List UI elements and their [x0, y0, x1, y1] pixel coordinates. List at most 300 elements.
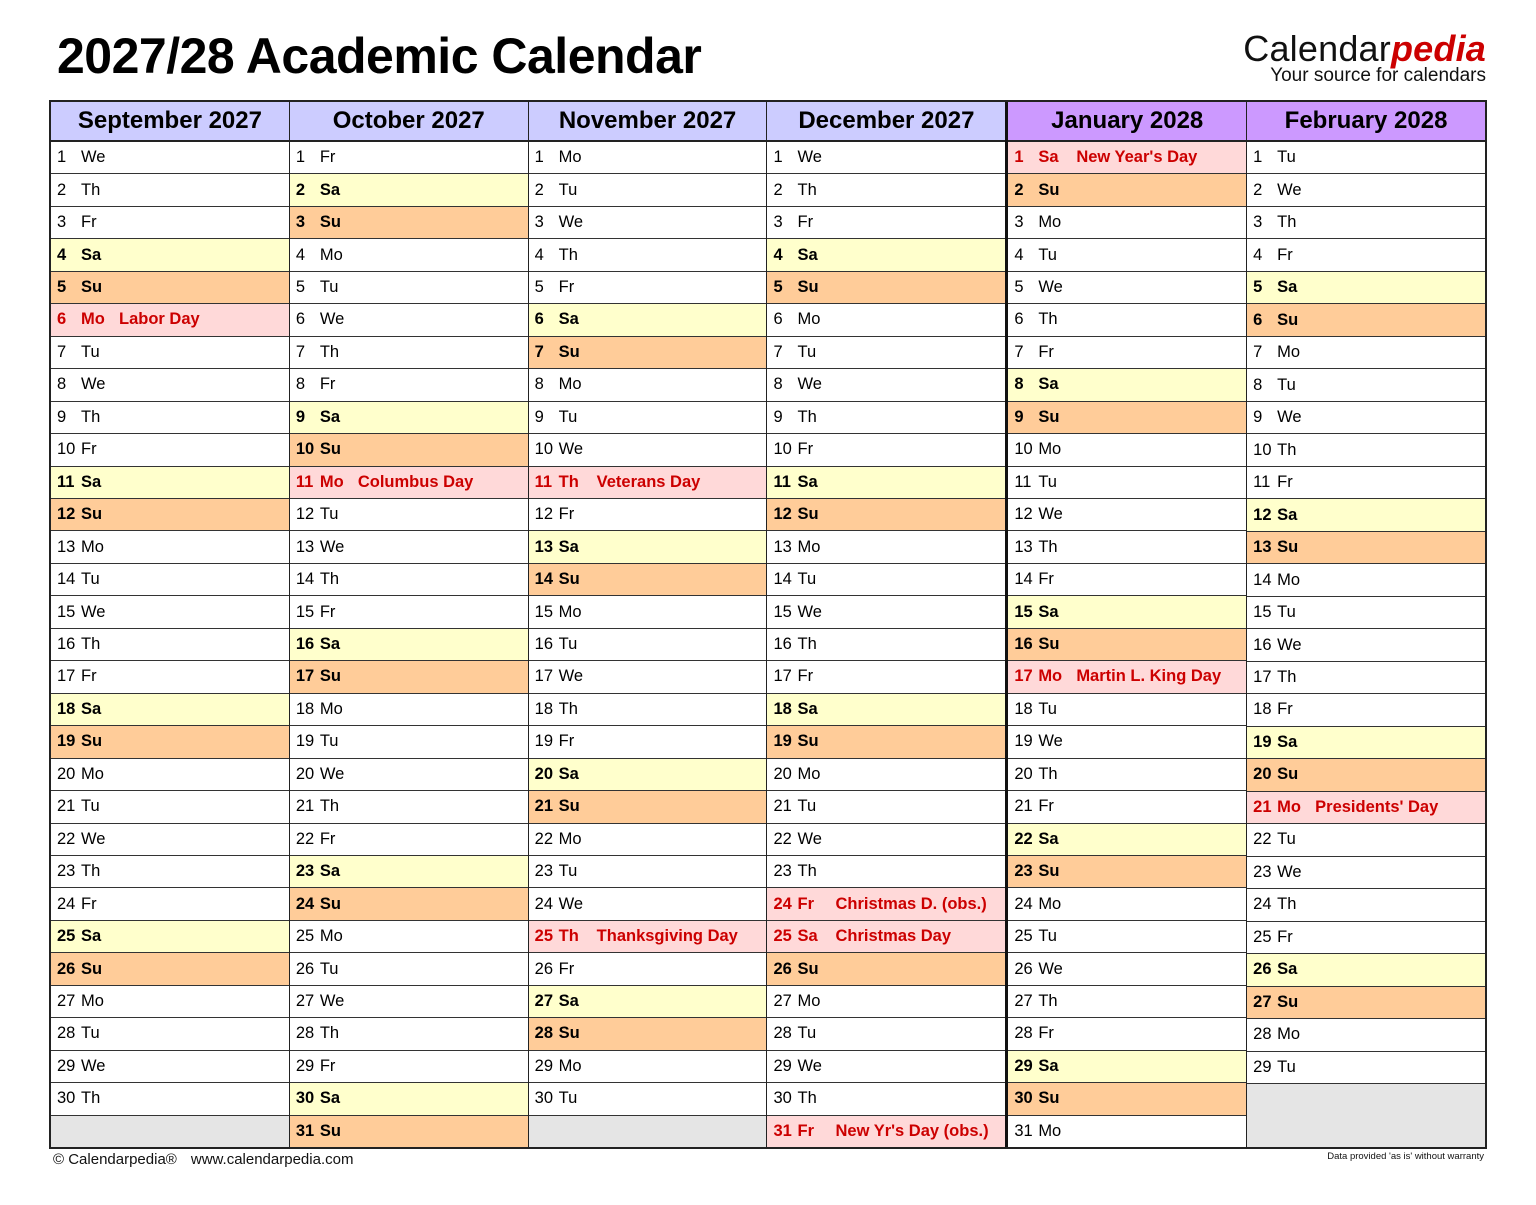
- saturday-cell[interactable]: [290, 629, 528, 661]
- day-of-week: Sa: [797, 927, 818, 946]
- day-number: 14: [1014, 570, 1033, 589]
- day-cell[interactable]: [529, 726, 767, 758]
- day-cell[interactable]: [767, 596, 1005, 628]
- day-of-week: Fr: [1277, 927, 1293, 946]
- day-number: 16: [1253, 635, 1272, 654]
- day-number: 24: [1253, 895, 1272, 914]
- day-number: 26: [295, 959, 315, 978]
- day-cell[interactable]: [51, 629, 289, 661]
- day-cell[interactable]: [529, 207, 767, 239]
- day-cell[interactable]: [767, 564, 1005, 596]
- day-of-week: Su: [319, 440, 341, 459]
- day-cell[interactable]: [51, 824, 289, 856]
- day-number: 22: [773, 829, 792, 848]
- day-cell[interactable]: [1008, 434, 1246, 466]
- sunday-cell[interactable]: [1008, 629, 1246, 661]
- day-of-week: Su: [797, 959, 819, 978]
- day-cell[interactable]: [51, 596, 289, 628]
- day-cell[interactable]: [51, 1018, 289, 1050]
- day-cell[interactable]: [1247, 207, 1485, 239]
- day-cell[interactable]: [1008, 272, 1246, 304]
- day-cell[interactable]: [51, 791, 289, 823]
- day-of-week: Mo: [1277, 570, 1301, 589]
- day-cell[interactable]: [290, 1018, 528, 1050]
- day-number: 15: [534, 602, 554, 621]
- day-number: 8: [534, 375, 544, 394]
- day-of-week: Th: [81, 180, 101, 199]
- holiday-day-cell[interactable]: [51, 304, 289, 336]
- day-cell[interactable]: [1247, 889, 1485, 921]
- day-number: 5: [295, 278, 306, 297]
- day-number: 7: [1014, 342, 1024, 361]
- day-of-week: Tu: [81, 570, 100, 589]
- day-of-week: We: [797, 375, 822, 394]
- day-cell[interactable]: [1247, 824, 1485, 856]
- day-number: 28: [1253, 1025, 1272, 1044]
- day-cell[interactable]: [1008, 467, 1246, 499]
- day-cell[interactable]: [529, 1051, 767, 1083]
- saturday-cell[interactable]: [290, 402, 528, 434]
- day-cell[interactable]: [1247, 239, 1485, 271]
- day-of-week: Th: [81, 1089, 101, 1108]
- day-cell[interactable]: [1008, 1018, 1246, 1050]
- saturday-cell[interactable]: [1008, 824, 1246, 856]
- day-number: 21: [773, 797, 792, 816]
- day-number: 4: [534, 245, 544, 264]
- day-number: 16: [534, 635, 554, 654]
- day-cell[interactable]: [529, 174, 767, 206]
- day-number: 12: [534, 505, 554, 524]
- day-number: 22: [57, 829, 76, 848]
- day-cell[interactable]: [1247, 402, 1485, 434]
- day-cell[interactable]: [529, 142, 767, 174]
- day-cell[interactable]: [767, 369, 1005, 401]
- day-number: 21: [295, 797, 315, 816]
- saturday-cell[interactable]: [1247, 272, 1485, 304]
- holiday-day-cell[interactable]: [529, 467, 767, 499]
- sunday-cell[interactable]: [51, 726, 289, 758]
- day-number: 9: [534, 407, 544, 426]
- sunday-cell[interactable]: [767, 272, 1005, 304]
- day-cell[interactable]: [51, 564, 289, 596]
- sunday-cell[interactable]: [290, 434, 528, 466]
- day-of-week: Sa: [558, 310, 579, 329]
- day-number: 8: [1014, 375, 1024, 394]
- day-of-week: Sa: [1277, 278, 1298, 297]
- sunday-cell[interactable]: [290, 888, 528, 920]
- day-of-week: Tu: [558, 180, 578, 199]
- day-cell[interactable]: [767, 856, 1005, 888]
- day-number: 17: [295, 667, 315, 686]
- day-number: 20: [1253, 765, 1272, 784]
- day-cell[interactable]: [529, 856, 767, 888]
- day-of-week: Fr: [319, 1056, 336, 1075]
- sunday-cell[interactable]: [1247, 304, 1485, 336]
- day-cell[interactable]: [1008, 304, 1246, 336]
- day-cell[interactable]: [529, 239, 767, 271]
- day-of-week: We: [558, 440, 584, 459]
- day-number: 17: [1253, 667, 1272, 686]
- day-cell[interactable]: [1008, 726, 1246, 758]
- day-cell[interactable]: [51, 142, 289, 174]
- day-cell[interactable]: [767, 1051, 1005, 1083]
- saturday-cell[interactable]: [1008, 1051, 1246, 1083]
- day-cell[interactable]: [767, 661, 1005, 693]
- day-of-week: Tu: [1038, 927, 1057, 946]
- day-of-week: Fr: [1038, 570, 1054, 589]
- saturday-cell[interactable]: [1247, 954, 1485, 986]
- day-of-week: Fr: [1038, 1024, 1054, 1043]
- day-number: 23: [57, 862, 76, 881]
- day-number: 6: [773, 310, 783, 329]
- day-cell[interactable]: [1247, 694, 1485, 726]
- day-cell[interactable]: [290, 824, 528, 856]
- day-cell[interactable]: [290, 921, 528, 953]
- day-of-week: Mo: [319, 472, 344, 491]
- day-cell[interactable]: [290, 953, 528, 985]
- day-cell[interactable]: [51, 1083, 289, 1115]
- sunday-cell[interactable]: [529, 337, 767, 369]
- day-cell[interactable]: [51, 434, 289, 466]
- day-of-week: Mo: [558, 148, 582, 167]
- day-of-week: Fr: [1277, 473, 1293, 492]
- day-number: 25: [773, 927, 792, 946]
- day-number: 17: [773, 667, 792, 686]
- saturday-cell[interactable]: [290, 174, 528, 206]
- day-cell[interactable]: [1247, 337, 1485, 369]
- day-cell[interactable]: [290, 791, 528, 823]
- day-cell[interactable]: [1247, 174, 1485, 206]
- day-cell[interactable]: [1008, 888, 1246, 920]
- day-cell[interactable]: [51, 661, 289, 693]
- day-of-week: Sa: [797, 472, 818, 491]
- sunday-cell[interactable]: [529, 1018, 767, 1050]
- saturday-cell[interactable]: [51, 239, 289, 271]
- day-number: 22: [1253, 830, 1272, 849]
- day-cell[interactable]: [767, 402, 1005, 434]
- saturday-cell[interactable]: [767, 239, 1005, 271]
- day-number: 14: [1253, 570, 1272, 589]
- day-cell[interactable]: [529, 661, 767, 693]
- day-of-week: We: [1277, 862, 1302, 881]
- sunday-cell[interactable]: [529, 791, 767, 823]
- day-of-week: Sa: [319, 180, 341, 199]
- day-cell[interactable]: [290, 272, 528, 304]
- day-of-week: Th: [797, 407, 817, 426]
- day-cell[interactable]: [290, 986, 528, 1018]
- day-cell[interactable]: [290, 239, 528, 271]
- sunday-cell[interactable]: [290, 207, 528, 239]
- day-number: 18: [534, 699, 554, 718]
- day-of-week: We: [319, 310, 345, 329]
- day-cell[interactable]: [290, 531, 528, 563]
- saturday-cell[interactable]: [767, 694, 1005, 726]
- day-number: 29: [773, 1056, 792, 1075]
- day-cell[interactable]: [51, 402, 289, 434]
- day-number: 19: [773, 732, 792, 751]
- day-cell[interactable]: [1008, 337, 1246, 369]
- sunday-cell[interactable]: [290, 661, 528, 693]
- day-of-week: Sa: [797, 245, 818, 264]
- sunday-cell[interactable]: [1247, 987, 1485, 1019]
- day-cell[interactable]: [1247, 597, 1485, 629]
- holiday-day-cell[interactable]: [1008, 661, 1246, 693]
- day-cell[interactable]: [290, 337, 528, 369]
- day-cell[interactable]: [767, 986, 1005, 1018]
- saturday-cell[interactable]: [1008, 596, 1246, 628]
- sunday-cell[interactable]: [767, 953, 1005, 985]
- day-of-week: Fr: [797, 667, 814, 686]
- day-cell[interactable]: [529, 402, 767, 434]
- day-of-week: Su: [1277, 310, 1299, 329]
- day-of-week: Sa: [797, 699, 818, 718]
- day-of-week: We: [81, 375, 106, 394]
- day-cell[interactable]: [529, 369, 767, 401]
- holiday-day-cell[interactable]: [767, 1116, 1005, 1147]
- sunday-cell[interactable]: [290, 1116, 528, 1147]
- day-cell[interactable]: [767, 1018, 1005, 1050]
- day-cell[interactable]: [1008, 694, 1246, 726]
- day-number: 12: [1253, 505, 1272, 524]
- day-cell[interactable]: [767, 337, 1005, 369]
- day-cell[interactable]: [290, 596, 528, 628]
- day-cell[interactable]: [51, 888, 289, 920]
- day-number: 16: [57, 635, 76, 654]
- day-cell[interactable]: [529, 888, 767, 920]
- day-cell[interactable]: [529, 499, 767, 531]
- day-cell[interactable]: [1008, 239, 1246, 271]
- empty-cell: [1247, 1084, 1485, 1147]
- holiday-day-cell[interactable]: [767, 921, 1005, 953]
- day-cell[interactable]: [290, 304, 528, 336]
- saturday-cell[interactable]: [529, 531, 767, 563]
- brand-logo[interactable]: [1243, 30, 1486, 86]
- day-of-week: Tu: [81, 342, 100, 361]
- day-cell[interactable]: [1008, 791, 1246, 823]
- saturday-cell[interactable]: [51, 694, 289, 726]
- day-of-week: Sa: [1038, 602, 1059, 621]
- brand-tagline: Your source for calendars: [1270, 65, 1486, 86]
- day-number: 1: [1014, 148, 1024, 167]
- day-of-week: Tu: [797, 570, 817, 589]
- day-number: 12: [295, 505, 315, 524]
- day-of-week: Su: [1038, 862, 1060, 881]
- saturday-cell[interactable]: [529, 759, 767, 791]
- day-number: 25: [1014, 927, 1033, 946]
- day-cell[interactable]: [529, 596, 767, 628]
- saturday-cell[interactable]: [290, 856, 528, 888]
- day-of-week: Su: [319, 1121, 341, 1140]
- day-cell[interactable]: [290, 499, 528, 531]
- day-cell[interactable]: [1247, 369, 1485, 401]
- sunday-cell[interactable]: [1008, 174, 1246, 206]
- day-cell[interactable]: [290, 759, 528, 791]
- day-of-week: Th: [319, 1024, 340, 1043]
- day-number: 16: [295, 635, 315, 654]
- day-cell[interactable]: [767, 531, 1005, 563]
- day-number: 23: [534, 862, 554, 881]
- day-number: 17: [57, 667, 76, 686]
- holiday-name: Thanksgiving Day: [596, 927, 738, 946]
- day-of-week: Su: [319, 667, 341, 686]
- holiday-day-cell[interactable]: [1247, 792, 1485, 824]
- day-of-week: Th: [1038, 764, 1058, 783]
- saturday-cell[interactable]: [529, 304, 767, 336]
- day-of-week: Th: [1277, 667, 1297, 686]
- day-number: 6: [57, 310, 67, 329]
- day-number: 19: [57, 732, 76, 751]
- day-cell[interactable]: [1008, 207, 1246, 239]
- holiday-name: Veterans Day: [596, 472, 701, 491]
- day-cell[interactable]: [1008, 564, 1246, 596]
- day-cell[interactable]: [529, 1083, 767, 1115]
- day-cell[interactable]: [767, 824, 1005, 856]
- saturday-cell[interactable]: [51, 921, 289, 953]
- day-number: 26: [534, 959, 554, 978]
- day-cell[interactable]: [1008, 499, 1246, 531]
- sunday-cell[interactable]: [1008, 856, 1246, 888]
- day-cell[interactable]: [1008, 921, 1246, 953]
- day-cell[interactable]: [51, 207, 289, 239]
- day-of-week: Tu: [1038, 472, 1057, 491]
- day-of-week: Tu: [558, 635, 578, 654]
- day-of-week: We: [1038, 505, 1063, 524]
- day-of-week: Mo: [319, 927, 343, 946]
- saturday-cell[interactable]: [1008, 369, 1246, 401]
- holiday-day-cell[interactable]: [290, 467, 528, 499]
- day-number: 21: [57, 797, 76, 816]
- day-cell[interactable]: [290, 694, 528, 726]
- website-link[interactable]: www.calendarpedia.com: [190, 1151, 354, 1168]
- saturday-cell[interactable]: [1247, 499, 1485, 531]
- day-number: 28: [57, 1024, 76, 1043]
- day-cell[interactable]: [529, 434, 767, 466]
- day-of-week: Fr: [558, 278, 575, 297]
- day-cell[interactable]: [51, 337, 289, 369]
- day-cell[interactable]: [767, 174, 1005, 206]
- day-cell[interactable]: [51, 856, 289, 888]
- day-of-week: We: [797, 829, 822, 848]
- day-cell[interactable]: [767, 207, 1005, 239]
- day-of-week: Mo: [1277, 797, 1301, 816]
- day-cell[interactable]: [1247, 922, 1485, 954]
- day-cell[interactable]: [767, 1083, 1005, 1115]
- sunday-cell[interactable]: [51, 272, 289, 304]
- day-cell[interactable]: [1247, 564, 1485, 596]
- day-cell[interactable]: [1008, 759, 1246, 791]
- day-cell[interactable]: [1247, 1019, 1485, 1051]
- day-of-week: We: [319, 537, 345, 556]
- sunday-cell[interactable]: [767, 726, 1005, 758]
- day-cell[interactable]: [290, 142, 528, 174]
- saturday-cell[interactable]: [767, 467, 1005, 499]
- day-of-week: Fr: [319, 829, 336, 848]
- day-number: 20: [1014, 764, 1033, 783]
- day-cell[interactable]: [767, 304, 1005, 336]
- day-of-week: Th: [81, 407, 101, 426]
- day-cell[interactable]: [1247, 857, 1485, 889]
- day-of-week: Fr: [797, 213, 814, 232]
- sunday-cell[interactable]: [1008, 402, 1246, 434]
- day-cell[interactable]: [1247, 629, 1485, 661]
- day-number: 29: [57, 1056, 76, 1075]
- day-of-week: Sa: [1038, 1056, 1059, 1075]
- day-cell[interactable]: [767, 791, 1005, 823]
- sunday-cell[interactable]: [1247, 759, 1485, 791]
- day-cell[interactable]: [767, 629, 1005, 661]
- saturday-cell[interactable]: [1247, 727, 1485, 759]
- day-of-week: Tu: [1277, 830, 1296, 849]
- day-of-week: Sa: [1038, 829, 1059, 848]
- day-cell[interactable]: [290, 369, 528, 401]
- day-cell[interactable]: [290, 726, 528, 758]
- day-of-week: Mo: [81, 992, 104, 1010]
- day-cell[interactable]: [1247, 1052, 1485, 1084]
- sunday-cell[interactable]: [529, 564, 767, 596]
- saturday-cell[interactable]: [51, 467, 289, 499]
- day-cell[interactable]: [1247, 142, 1485, 174]
- day-cell[interactable]: [529, 629, 767, 661]
- day-cell[interactable]: [51, 531, 289, 563]
- day-cell[interactable]: [51, 369, 289, 401]
- day-number: 15: [295, 602, 315, 621]
- day-cell[interactable]: [290, 564, 528, 596]
- day-number: 10: [1253, 440, 1272, 459]
- day-cell[interactable]: [767, 434, 1005, 466]
- day-number: 26: [1253, 960, 1272, 979]
- day-cell[interactable]: [290, 1051, 528, 1083]
- day-number: 25: [534, 927, 554, 946]
- day-cell[interactable]: [1247, 467, 1485, 499]
- day-cell[interactable]: [1008, 953, 1246, 985]
- day-cell[interactable]: [1008, 986, 1246, 1018]
- day-cell[interactable]: [51, 986, 289, 1018]
- day-of-week: Tu: [81, 1024, 100, 1043]
- day-cell[interactable]: [767, 142, 1005, 174]
- month-column: [1008, 102, 1247, 1147]
- day-of-week: Su: [797, 732, 819, 751]
- sunday-cell[interactable]: [1008, 1083, 1246, 1115]
- holiday-day-cell[interactable]: [767, 888, 1005, 920]
- sunday-cell[interactable]: [51, 953, 289, 985]
- day-number: 28: [295, 1024, 315, 1043]
- saturday-cell[interactable]: [529, 986, 767, 1018]
- holiday-day-cell[interactable]: [1008, 142, 1246, 174]
- day-cell[interactable]: [529, 824, 767, 856]
- sunday-cell[interactable]: [1247, 532, 1485, 564]
- day-of-week: Th: [81, 862, 101, 881]
- day-cell[interactable]: [529, 272, 767, 304]
- day-cell[interactable]: [767, 759, 1005, 791]
- day-cell[interactable]: [529, 953, 767, 985]
- day-cell[interactable]: [1008, 1116, 1246, 1147]
- day-cell[interactable]: [1247, 434, 1485, 466]
- day-of-week: Sa: [1277, 960, 1298, 979]
- holiday-day-cell[interactable]: [529, 921, 767, 953]
- saturday-cell[interactable]: [290, 1083, 528, 1115]
- day-of-week: Mo: [558, 1056, 582, 1075]
- day-cell[interactable]: [51, 174, 289, 206]
- day-cell[interactable]: [529, 694, 767, 726]
- sunday-cell[interactable]: [51, 499, 289, 531]
- holiday-name: New Year's Day: [1076, 148, 1198, 167]
- day-cell[interactable]: [1008, 531, 1246, 563]
- day-cell[interactable]: [51, 1051, 289, 1083]
- sunday-cell[interactable]: [767, 499, 1005, 531]
- day-cell[interactable]: [1247, 662, 1485, 694]
- day-of-week: Mo: [81, 310, 105, 329]
- day-cell[interactable]: [51, 759, 289, 791]
